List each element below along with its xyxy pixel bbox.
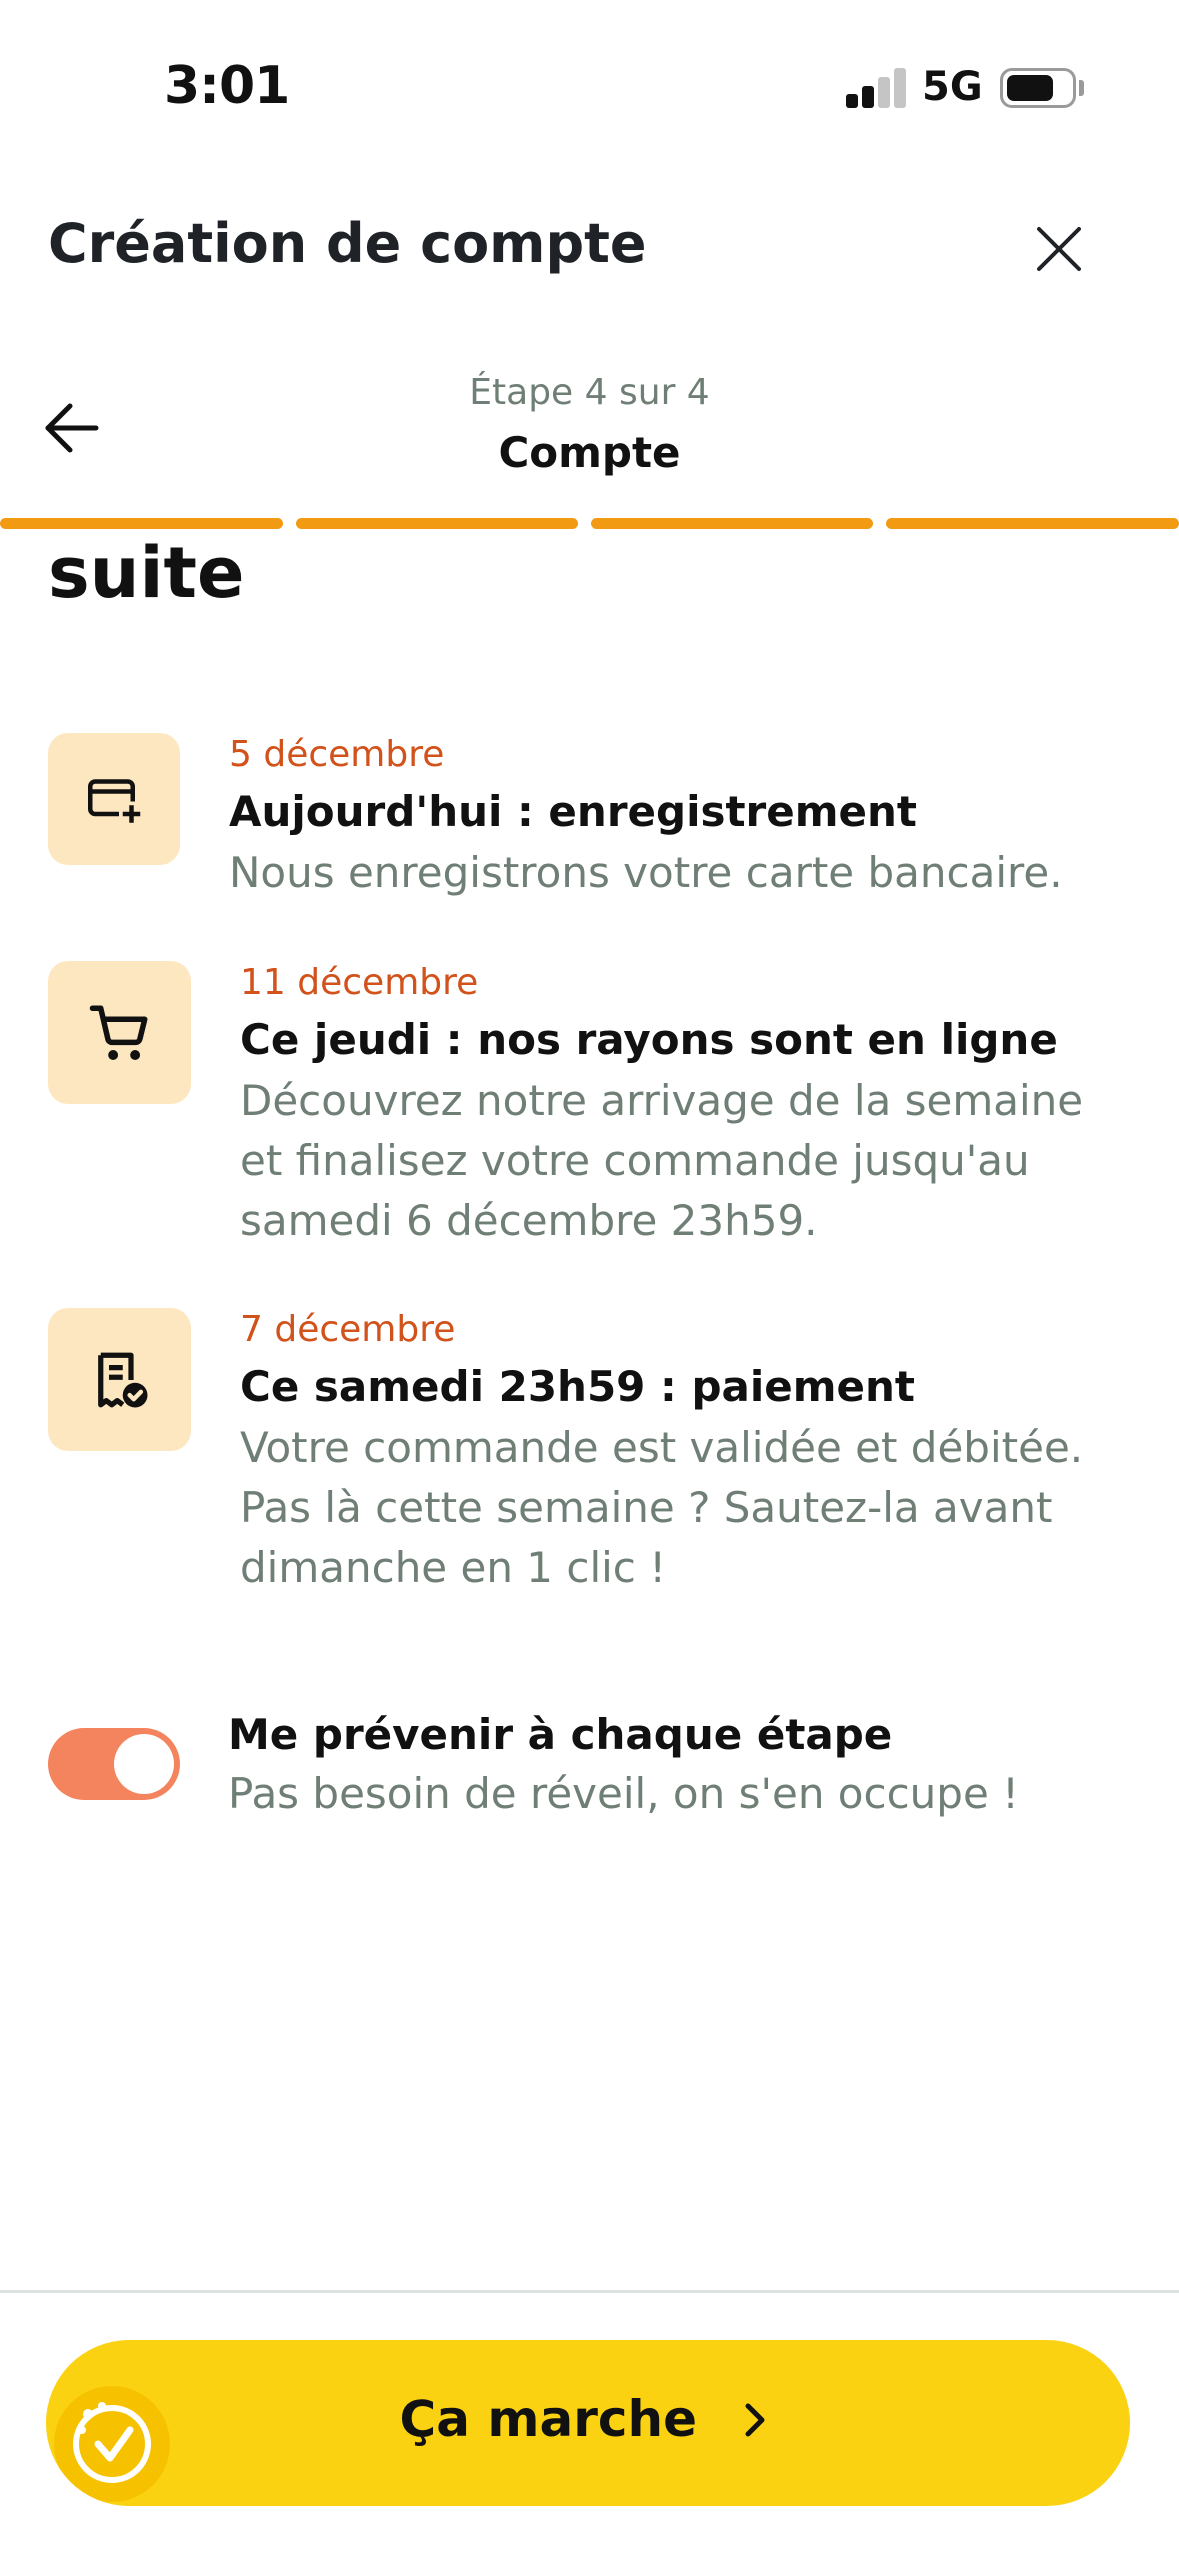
chevron-right-icon — [736, 2398, 776, 2442]
battery-icon — [1000, 68, 1076, 108]
toggle-knob — [114, 1734, 174, 1794]
timeline-date: 11 décembre — [240, 962, 479, 1003]
step-title: Compte — [498, 428, 681, 477]
bottom-divider — [0, 2290, 1179, 2293]
shopping-cart-icon — [87, 1000, 153, 1066]
progress-segment-4 — [886, 518, 1179, 529]
progress-segment-2 — [296, 518, 578, 529]
timeline-description: Découvrez notre arrivage de la semaine et finalisez votre commande jusqu'au samedi 6 décembre 23h59. — [240, 1076, 1084, 1245]
step-progress-bar — [0, 518, 1179, 530]
confirm-button-label: Ça marche — [46, 2390, 1130, 2448]
step-counter: Étape 4 sur 4 — [469, 372, 710, 413]
notify-description: Pas besoin de réveil, on s'en occupe ! — [228, 1769, 1019, 1818]
progress-segment-3 — [591, 518, 873, 529]
timeline-title: Ce jeudi : nos rayons sont en ligne — [240, 1015, 1058, 1064]
progress-segment-1 — [0, 518, 283, 529]
notify-toggle[interactable] — [48, 1728, 180, 1800]
step-navigation — [0, 360, 1179, 490]
credit-card-add-icon — [84, 769, 144, 829]
receipt-check-icon — [87, 1347, 153, 1413]
status-time: 3:01 — [164, 56, 290, 116]
timeline-description: Nous enregistrons votre carte bancaire. — [229, 848, 1063, 897]
notify-setting — [48, 1706, 1148, 1846]
cellular-signal-icon — [846, 66, 908, 108]
close-button[interactable] — [1028, 218, 1090, 280]
network-type: 5G — [922, 64, 983, 110]
timeline-date: 7 décembre — [240, 1309, 456, 1350]
page-title: Création de compte — [48, 212, 647, 275]
timeline-description: Votre commande est validée et débitée. Pas là cette semaine ? Sautez-la avant dimanche en 1 clic ! — [240, 1423, 1084, 1592]
notify-title: Me prévenir à chaque étape — [228, 1710, 893, 1759]
close-icon — [1028, 218, 1090, 280]
section-heading: suite — [48, 532, 245, 614]
status-bar — [0, 0, 1179, 150]
timeline-date: 5 décembre — [229, 734, 445, 775]
timeline-title: Ce samedi 23h59 : paiement — [240, 1362, 915, 1411]
timeline-title: Aujourd'hui : enregistrement — [229, 787, 917, 836]
confirm-button[interactable] — [46, 2340, 1130, 2506]
